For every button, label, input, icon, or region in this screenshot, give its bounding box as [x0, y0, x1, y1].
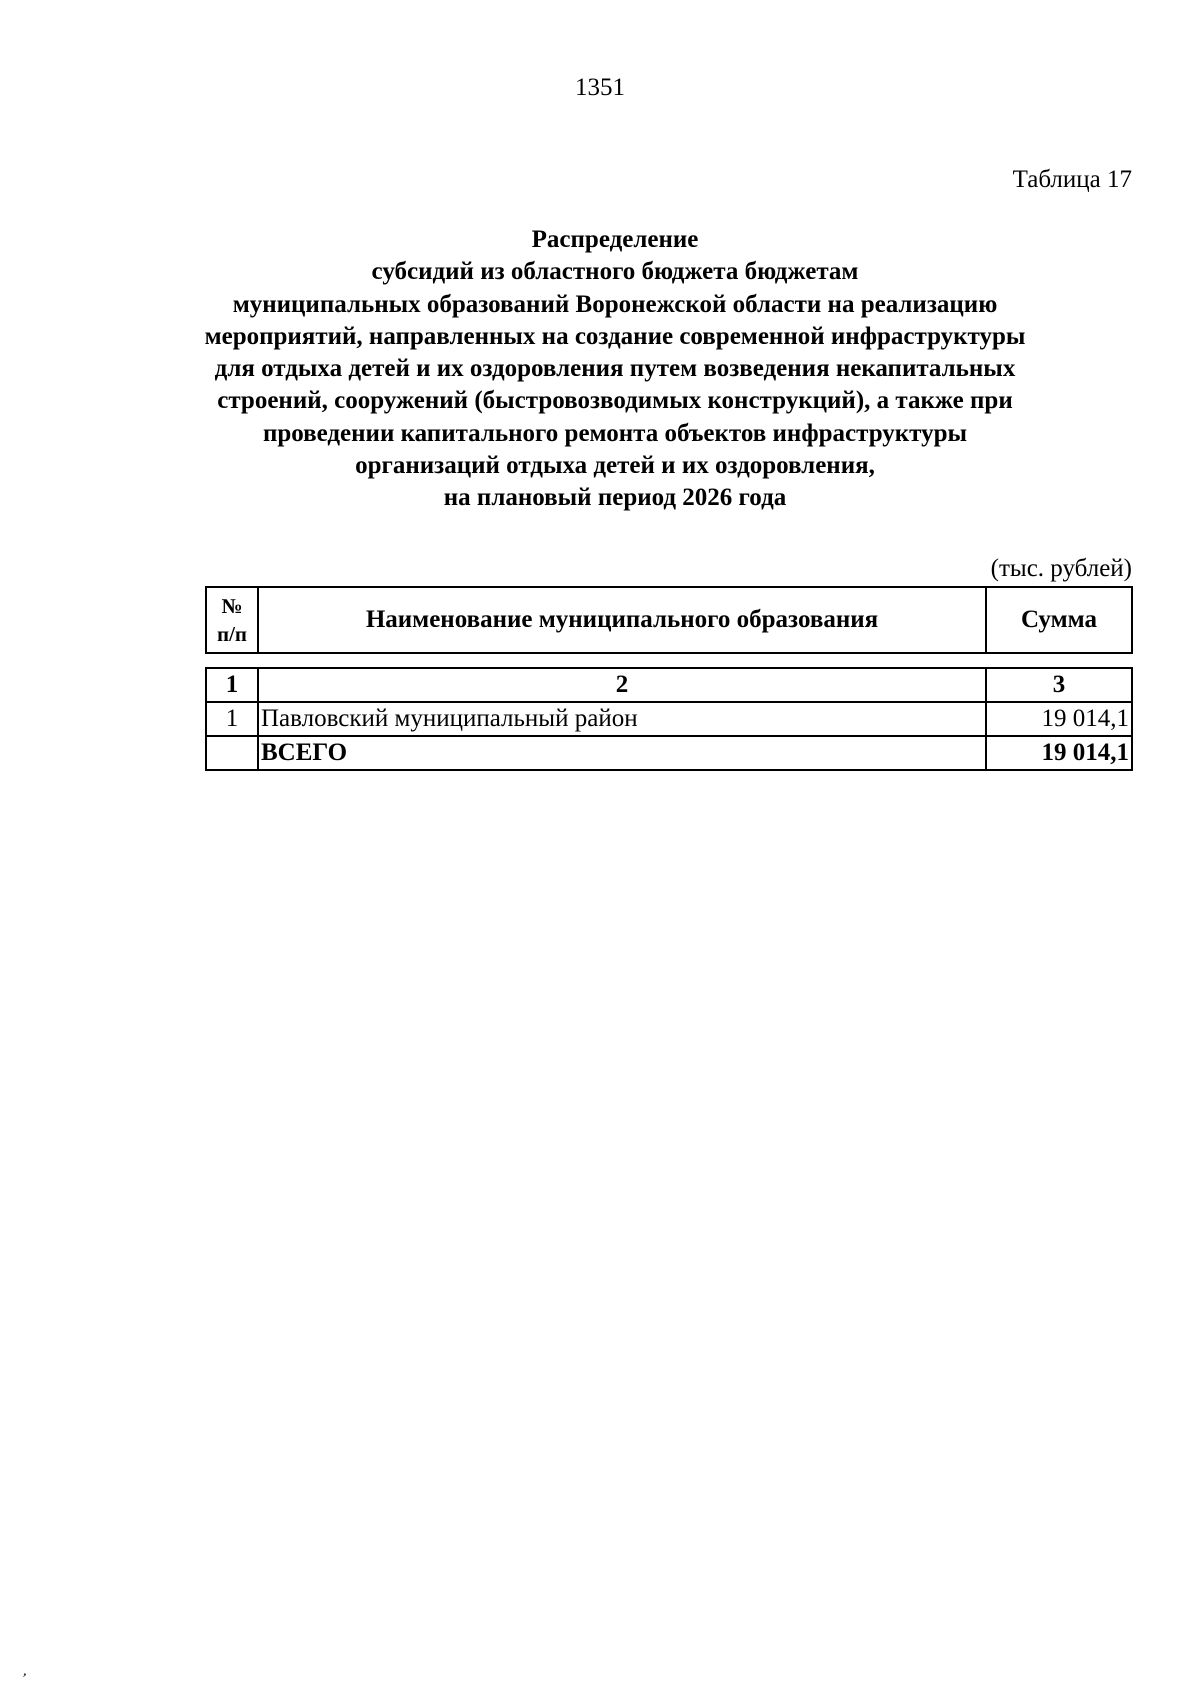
header-cell-name: Наименование муниципального образования — [258, 587, 986, 653]
column-index-cell: 1 — [206, 668, 258, 702]
stray-mark: , — [21, 1663, 31, 1680]
header-cell-number — [206, 587, 258, 653]
page-number: 1351 — [575, 74, 625, 101]
title-line: субсидий из областного бюджета бюджетам — [371, 258, 859, 286]
title-line: на плановый период 2026 года — [443, 484, 787, 512]
table-header — [205, 586, 1133, 654]
column-index-cell: 3 — [986, 668, 1132, 702]
header-number-abbrev: п/п — [216, 622, 248, 646]
title-line: организаций отдыха детей и их оздоровления, — [355, 452, 875, 480]
total-row — [206, 736, 1132, 770]
data-table — [205, 667, 1133, 771]
header-row — [206, 587, 1132, 653]
header-cell-sum: Сумма — [986, 587, 1132, 653]
row-name: Павловский муниципальный район — [258, 702, 986, 736]
total-sum: 19 014,1 — [986, 736, 1132, 770]
header-number-symbol: № — [221, 594, 243, 618]
title-line: строений, сооружений (быстровозводимых конструкций), а также при — [217, 387, 1013, 415]
table-label: Таблица 17 — [1012, 166, 1132, 193]
column-index-cell: 2 — [258, 668, 986, 702]
row-sum: 19 014,1 — [986, 702, 1132, 736]
column-index-row — [206, 668, 1132, 702]
row-number: 1 — [206, 702, 258, 736]
table-row — [206, 702, 1132, 736]
total-label: ВСЕГО — [258, 736, 986, 770]
title-line: для отдыха детей и их оздоровления путем возведения некапитальных — [214, 355, 1016, 383]
document-title — [150, 224, 1080, 515]
title-line: проведении капитального ремонта объектов инфраструктуры — [262, 419, 968, 447]
total-number — [206, 736, 258, 770]
units-label: (тыс. рублей) — [990, 555, 1132, 582]
title-line: муниципальных образований Воронежской области на реализацию — [232, 290, 998, 318]
title-line: мероприятий, направленных на создание современной инфраструктуры — [204, 322, 1026, 350]
title-line: Распределение — [531, 226, 699, 253]
